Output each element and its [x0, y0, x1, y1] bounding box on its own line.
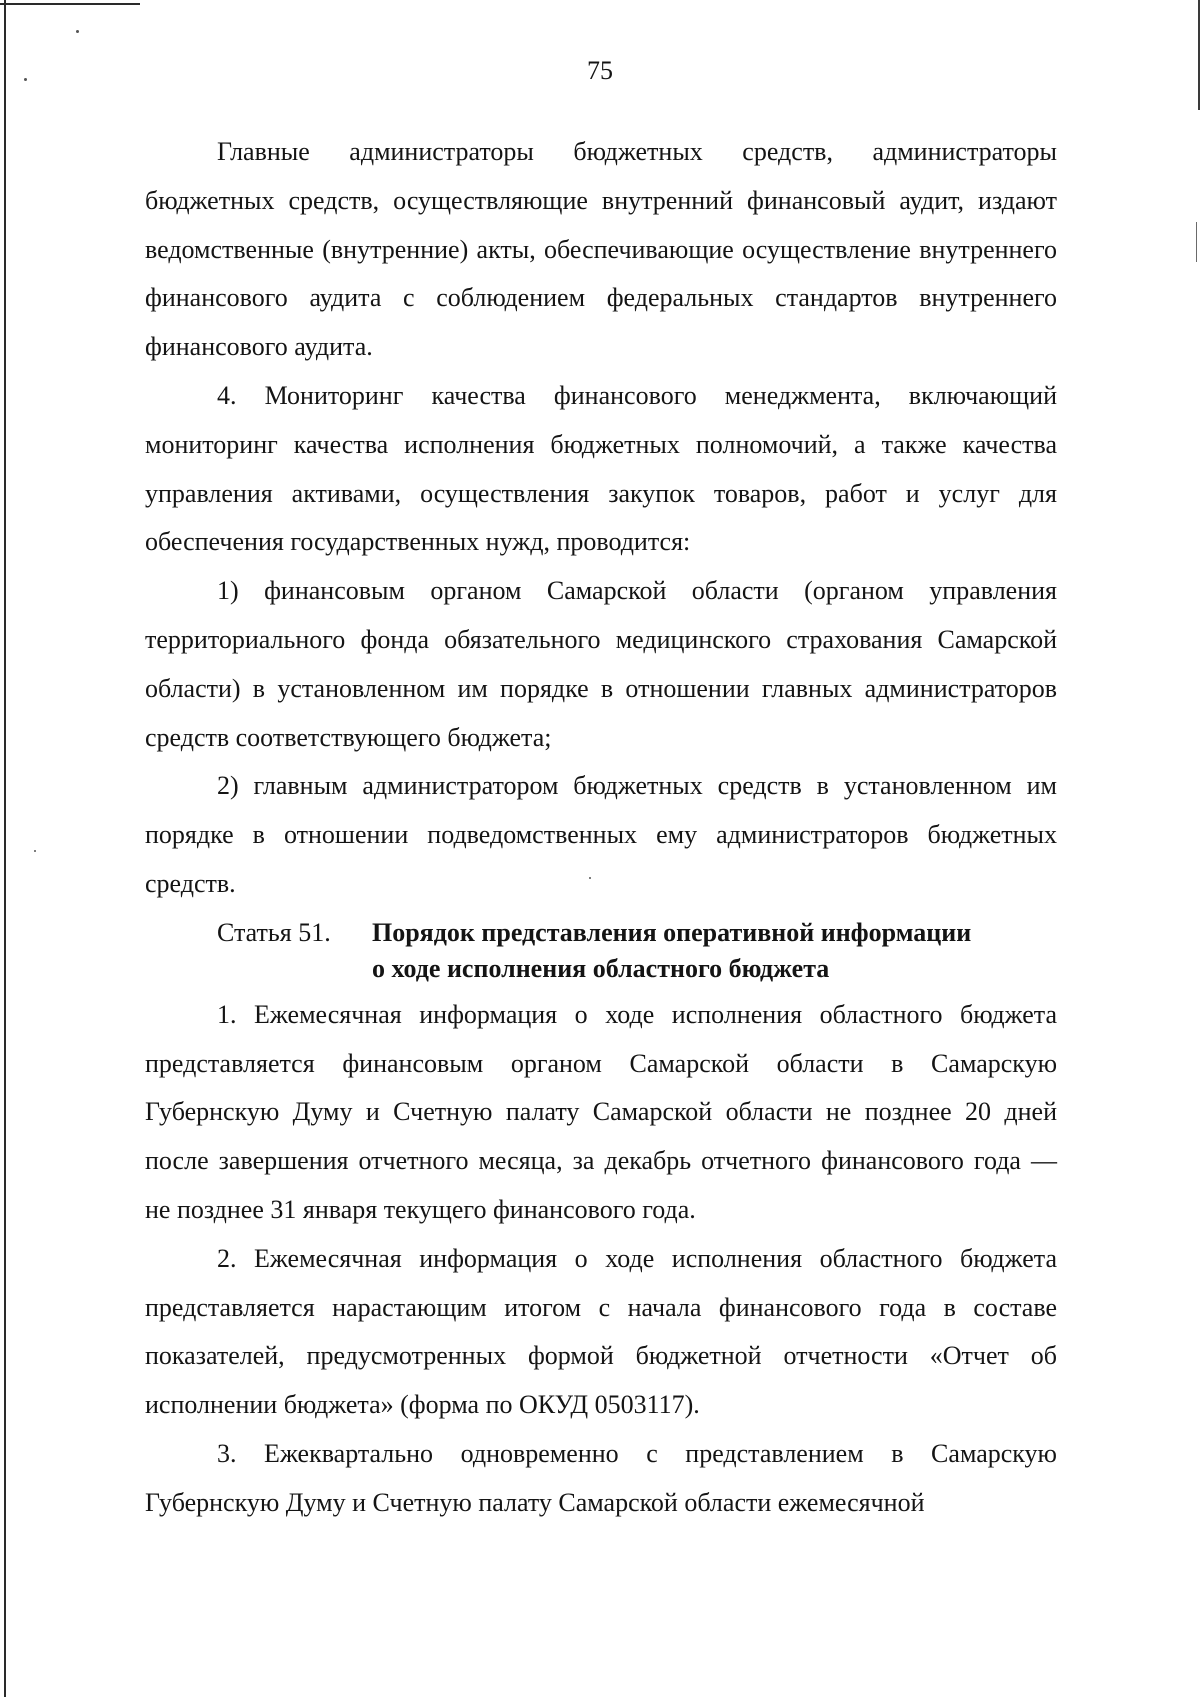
- paragraph-monitoring: 4. Мониторинг качества финансового менеджмента, включающий мониторинг качества исполнения бюджетных полномочий, а также качества управления активами, осуществления закупок товаров, работ и услуг для обеспечения государственных нужд, проводится:: [145, 380, 1057, 557]
- article-title: [372, 915, 971, 987]
- scan-speck: [34, 850, 36, 852]
- article-label: Статья 51.: [217, 917, 331, 947]
- scan-edge-left: [4, 0, 6, 1697]
- article-title-line-1: Порядок представления оперативной информации: [372, 917, 972, 947]
- scan-mark-right: [1196, 222, 1197, 262]
- paragraph-article-51-part-2: 2. Ежемесячная информация о ходе исполнения областного бюджета представляется нарастающим итогом с начала финансового года в составе показателей, предусмотренных формой бюджетной отчетности «Отчет об исполнении бюджета» (форма по ОКУД 0503117).: [145, 1243, 1057, 1420]
- document-body: [145, 128, 1057, 1528]
- scan-speck: [76, 30, 79, 33]
- paragraph-article-51-part-1: 1. Ежемесячная информация о ходе исполнения областного бюджета представляется финансовым органом Самарской области в Самарскую Губернскую Думу и Счетную палату Самарской области не позднее 20 дней после завершения отчетного месяца, за декабрь отчетного финансового года — не позднее 31 января текущего финансового года.: [145, 999, 1057, 1224]
- article-title-line-2: о ходе исполнения областного бюджета: [372, 953, 830, 983]
- paragraph-audit-acts: Главные администраторы бюджетных средств, администраторы бюджетных средств, осуществляющие внутренний финансовый аудит, издают ведомственные (внутренние) акты, обеспечивающие осуществление внутреннего финансового аудита с соблюдением федеральных стандартов внутреннего финансового аудита.: [145, 137, 1057, 362]
- paragraph-item-2: 2) главным администратором бюджетных средств в установленном им порядке в отношении подведомственных ему администраторов бюджетных средств.: [145, 771, 1057, 898]
- paragraph-article-51-part-3: 3. Ежеквартально одновременно с представлением в Самарскую Губернскую Думу и Счетную палату Самарской области ежемесячной: [145, 1438, 1057, 1517]
- paragraph-item-1: 1) финансовым органом Самарской области (органом управления территориального фонда обязательного медицинского страхования Самарской области) в установленном им порядке в отношении главных администраторов средств соответствующего бюджета;: [145, 576, 1057, 752]
- article-heading: [145, 915, 1057, 987]
- page-number: 75: [587, 56, 613, 85]
- scan-edge-top: [0, 3, 140, 5]
